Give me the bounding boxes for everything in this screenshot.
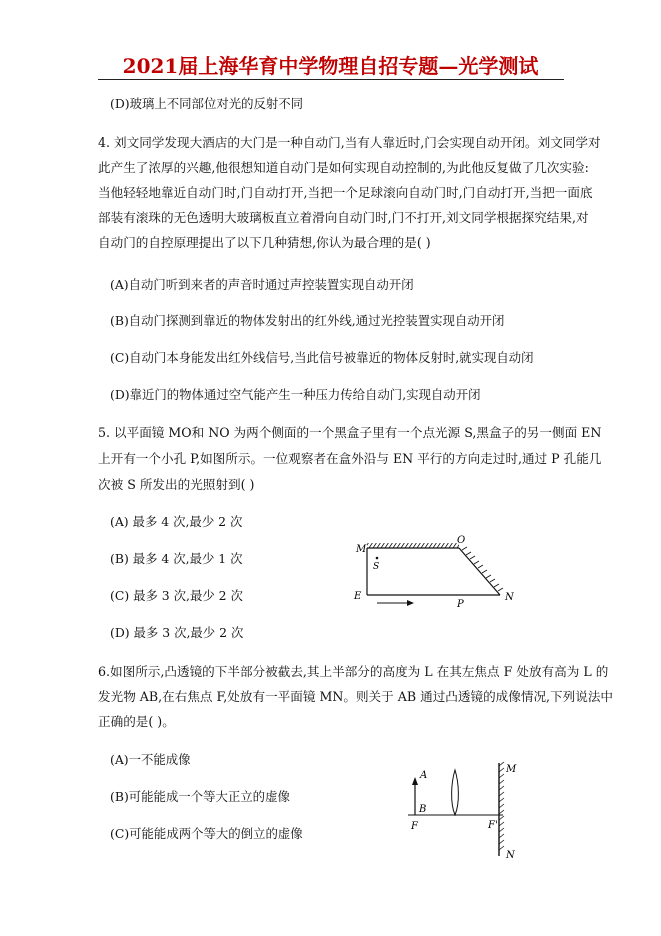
mirror-on bbox=[459, 548, 500, 595]
q4-option-c: (C)自动门本身能发出红外线信号,当此信号被靠近的物体反射时,就实现自动闭 bbox=[110, 350, 534, 365]
q4-option-d: (D)靠近门的物体通过空气能产生一种压力传给自动门,实现自动开闭 bbox=[110, 387, 481, 402]
object-arrow-head bbox=[412, 777, 418, 785]
mirror-mn-hatching bbox=[499, 762, 504, 850]
label-m: M bbox=[506, 764, 517, 775]
label-f-prime: F' bbox=[488, 820, 498, 831]
label-m: M bbox=[356, 544, 367, 555]
black-box-mirror-figure bbox=[345, 530, 525, 615]
q5-option-b: (B) 最多 4 次,最少 1 次 bbox=[110, 551, 243, 566]
q6-option-a: (A)一不能成像 bbox=[110, 752, 191, 767]
label-p: P bbox=[457, 599, 464, 610]
mirror-on-hatching bbox=[462, 547, 503, 591]
q4-line-3: 当他轻轻地靠近自动门时,门自动打开,当把一个足球滚向自动门时,门自动打开,当把一面底 bbox=[98, 185, 593, 200]
label-s: S bbox=[373, 562, 380, 572]
walk-arrow-head bbox=[407, 600, 414, 606]
label-e: E bbox=[354, 591, 362, 602]
q5-option-a: (A) 最多 4 次,最少 2 次 bbox=[110, 514, 243, 529]
point-source-s bbox=[376, 557, 379, 560]
q6-option-c: (C)可能能成两个等大的倒立的虚像 bbox=[110, 826, 303, 841]
q6-line-3: 正确的是( )。 bbox=[98, 714, 175, 729]
q5-line-2: 上开有一个小孔 P,如图所示。一位观察者在盒外沿与 EN 平行的方向走过时,通过 P 孔能几 bbox=[98, 451, 602, 466]
q4-line-1: 4. 刘文同学发现大酒店的大门是一种自动门,当有人靠近时,门会实现自动开闭。刘文同学对 bbox=[98, 135, 601, 150]
label-n: N bbox=[505, 592, 514, 603]
mirror-mo-hatching bbox=[367, 543, 459, 548]
q5-line-3: 次被 S 所发出的光照射到( ) bbox=[98, 477, 255, 492]
page-title: 2021届上海华育中学物理自招专题—光学测试 bbox=[122, 54, 539, 78]
q4-line-2: 此产生了浓厚的兴趣,他很想知道自动门是如何实现自动控制的,为此他反复做了几次实验: bbox=[98, 160, 589, 175]
q3-option-d: (D)玻璃上不同部位对光的反射不同 bbox=[110, 96, 304, 111]
q6-line-2: 发光物 AB,在右焦点 F,处放有一平面镜 MN。则关于 AB 通过凸透镜的成像情况,下列说法中 bbox=[98, 689, 614, 704]
q6-option-b: (B)可能能成一个等大正立的虚像 bbox=[110, 789, 290, 804]
q4-line-5: 自动门的自控原理提出了以下几种猜想,你认为最合理的是( ) bbox=[98, 235, 431, 250]
convex-lens-mirror-figure bbox=[400, 758, 530, 868]
q4-option-a: (A)自动门听到来者的声音时通过声控装置实现自动开闭 bbox=[110, 277, 414, 292]
q6-line-1: 6.如图所示,凸透镜的下半部分被截去,其上半部分的高度为 L 在其左焦点 F 处放有高为 L 的 bbox=[98, 664, 609, 679]
half-convex-lens bbox=[452, 770, 459, 815]
label-b: B bbox=[419, 804, 427, 815]
title-rule bbox=[98, 79, 564, 80]
q4-line-4: 部装有滚珠的无色透明大玻璃板直立着滑向自动门时,门不打开,刘文同学根据探究结果,对 bbox=[98, 210, 589, 225]
q5-option-d: (D) 最多 3 次,最少 2 次 bbox=[110, 625, 244, 640]
label-o: O bbox=[457, 535, 466, 546]
label-a: A bbox=[420, 770, 428, 781]
q5-option-c: (C) 最多 3 次,最少 2 次 bbox=[110, 588, 243, 603]
label-n: N bbox=[506, 850, 515, 861]
q5-line-1: 5. 以平面镜 MO和 NO 为两个侧面的一个黑盒子里有一个点光源 S,黑盒子的另一侧面 EN bbox=[98, 425, 602, 440]
label-f: F bbox=[411, 821, 418, 832]
q4-option-b: (B)自动门探测到靠近的物体发射出的红外线,通过光控装置实现自动开闭 bbox=[110, 313, 505, 328]
